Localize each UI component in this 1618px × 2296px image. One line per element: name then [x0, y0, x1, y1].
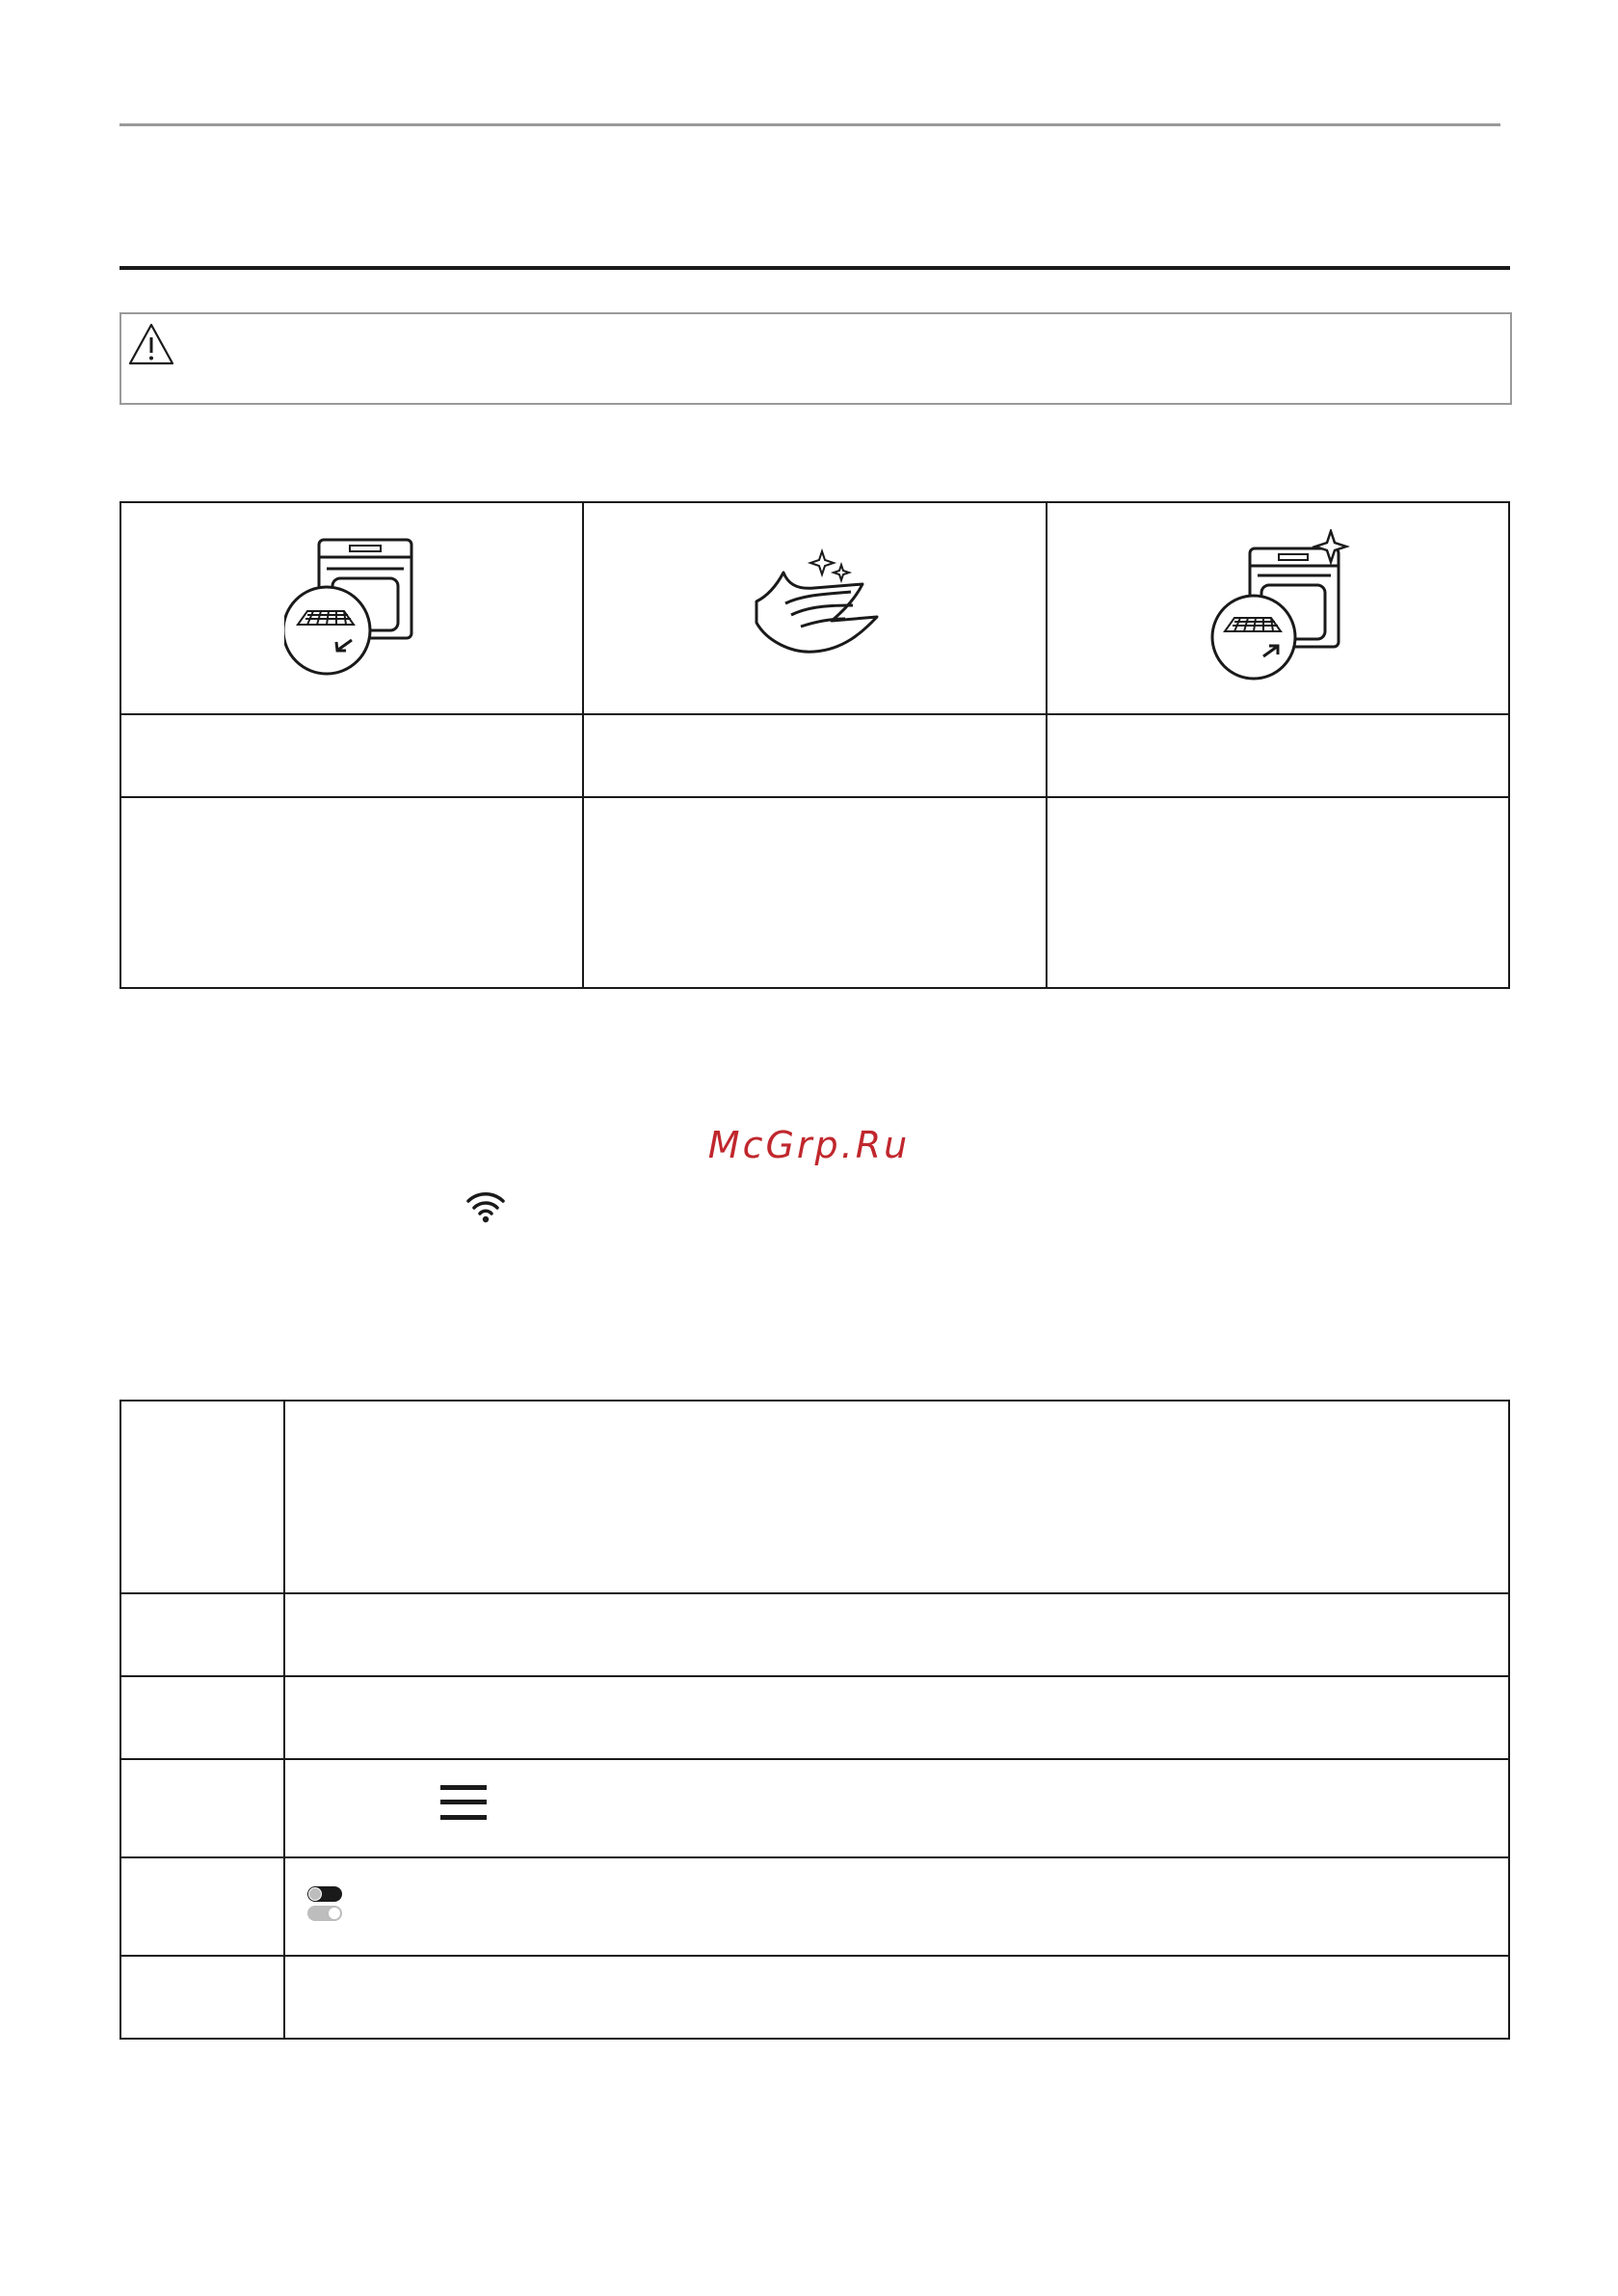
top-rule [119, 123, 1500, 126]
oven-insert-tray-sparkle-icon [1206, 529, 1350, 683]
hand-wipe-clean-icon [737, 544, 891, 669]
oven-remove-tray-icon [284, 534, 419, 679]
step-3-description [1047, 797, 1509, 988]
settings-row-label [120, 1857, 284, 1956]
settings-row [120, 1759, 1509, 1857]
warning-box [119, 312, 1512, 405]
toggle-switch-icon [306, 1884, 345, 1923]
step-1-title [120, 714, 583, 797]
step-2-title [583, 714, 1046, 797]
wifi-icon [464, 1189, 507, 1224]
settings-row-text [284, 1857, 1509, 1956]
step-1-description [120, 797, 583, 988]
step-1-icon-cell [120, 502, 583, 714]
settings-row [120, 1593, 1509, 1676]
settings-row-label [120, 1401, 284, 1593]
settings-row-text [284, 1676, 1509, 1759]
watermark: McGrp.Ru [707, 1124, 911, 1166]
settings-row-text [284, 1593, 1509, 1676]
settings-row-label [120, 1956, 284, 2039]
warning-triangle-icon [127, 322, 175, 366]
settings-row-label [120, 1676, 284, 1759]
step-2-description [583, 797, 1046, 988]
settings-row-text [284, 1956, 1509, 2039]
settings-row-label [120, 1759, 284, 1857]
settings-row-text [284, 1401, 1509, 1593]
settings-row [120, 1676, 1509, 1759]
settings-row [120, 1956, 1509, 2039]
step-3-icon-cell [1047, 502, 1509, 714]
section-rule [119, 266, 1510, 270]
menu-icon [440, 1783, 487, 1822]
step-2-icon-cell [583, 502, 1046, 714]
step-3-title [1047, 714, 1509, 797]
cleaning-steps-table [119, 501, 1510, 989]
settings-row [120, 1401, 1509, 1593]
settings-row-label [120, 1593, 284, 1676]
settings-table [119, 1400, 1510, 2040]
